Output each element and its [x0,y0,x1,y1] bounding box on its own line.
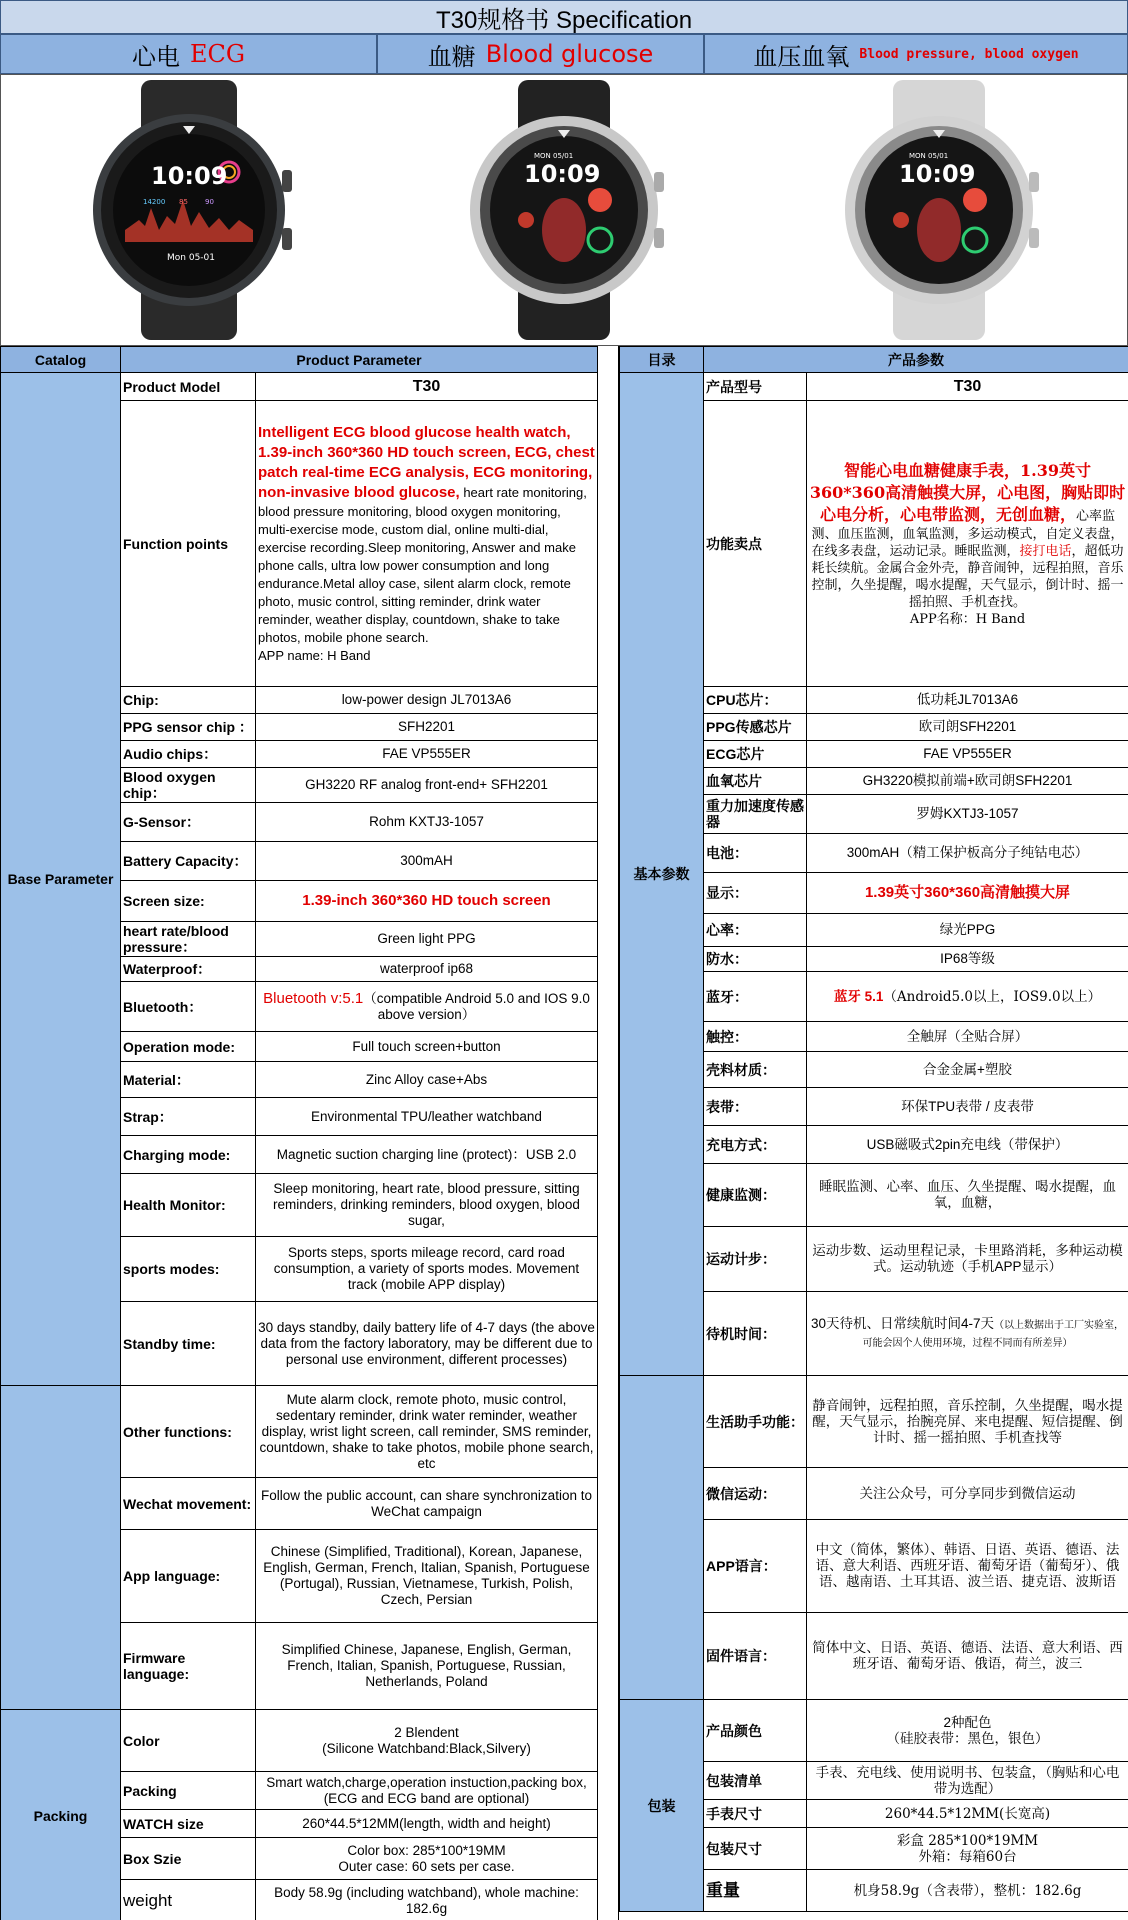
value-applang-cn: 中文（简体，繁体）、韩语、日语、英语、德语、法语、意大利语、西班牙语、葡萄牙语（葡萄牙）、俄语、越南语、土耳其语、波兰语、捷克语、波斯语 [807,1520,1128,1613]
label-standby-en: Standby time: [121,1302,256,1386]
feature-bp-oxygen-cn: 血压血氧 [753,42,850,71]
value-standby-en: 30 days standby, daily battery life of 4-7 days (the above data from the factory laboratory, may be different due to personal use environment, different processes) [256,1302,598,1386]
header-catalog-cn: 目录 [620,347,704,373]
function-rest2-cn: ，超低功耗长续航。金属合金外壳，静音闹钟，远程拍照，音乐控制，久坐提醒，喝水提醒，天气显示，倒计时、摇一摇拍照、手机查找。 [811,543,1124,610]
label-operation-en: Operation mode: [121,1032,256,1062]
feature-ecg-cn: 心电 [131,42,180,71]
value-screen-cn: 1.39英寸360*360高清触摸大屏 [807,873,1128,914]
label-function-en: Function points [121,401,256,687]
label-box-cn: 包装尺寸 [704,1828,807,1870]
value-other-en: Mute alarm clock, remote photo, music control, sedentary reminder, drink water reminder, weather display, wrist light screen, call reminder, SMS reminder, countdown, shake to take photos, mobile phone search, etc [256,1386,598,1478]
bluetooth-red-cn: 蓝牙 5.1 [833,988,884,1004]
function-red-en: Intelligent ECG blood glucose health watch, 1.39-inch 360*360 HD touch screen, ECG, chest patch real-time ECG analysis, ECG monitoring, non-invasive blood glucose, [258,423,595,501]
spec-table-cn [619,346,1128,1912]
label-audio-cn: ECG芯片 [704,741,807,768]
label-fwlang-cn: 固件语言： [704,1613,807,1700]
value-sports-cn: 运动步数、运动里程记录，卡里路消耗，多种运动模式。运动轨迹（手机APP显示） [807,1227,1128,1292]
value-health-cn: 睡眠监测、心率、血压、久坐提醒、喝水提醒，血氧，血糖， [807,1164,1128,1227]
table-gap [597,346,619,1920]
label-health-en: Health Monitor: [121,1174,256,1237]
label-bluetooth-cn: 蓝牙： [704,972,807,1022]
watch-ecg-time: 10:09 [150,162,228,190]
label-model-en: Product Model [121,373,256,401]
watch-image-bp [752,75,1127,345]
watch-bp-time: 10:09 [899,160,976,188]
value-operation-en: Full touch screen+button [256,1032,598,1062]
watch-bp-icon [829,80,1049,340]
label-sports-cn: 运动计步： [704,1227,807,1292]
standby-note-cn: （以上数据出于工厂实验室，可能会因个人使用环境，过程不同而有所差异） [862,1319,1125,1349]
value-box-en [256,1838,598,1880]
value-charging-cn: USB磁吸式2pin充电线（带保护） [807,1126,1128,1164]
color-line2-cn: （硅胶表带：黑色，银色） [886,1730,1049,1746]
value-sports-en: Sports steps, sports mileage record, card road consumption, a variety of sports modes. Movement track (mobile APP display) [256,1237,598,1302]
label-health-cn: 健康监测： [704,1164,807,1227]
category-spacer-en [1,1386,121,1710]
value-charging-en: Magnetic suction charging line (protect)：USB 2.0 [256,1136,598,1174]
watch-glucose-icon [454,80,674,340]
header-catalog-en: Catalog [1,347,121,373]
value-battery-cn: 300mAH（精工保护板高分子纯钴电芯） [807,834,1128,873]
value-model-en: T30 [256,373,598,401]
label-color-en: Color [121,1710,256,1772]
label-screen-cn: 显示： [704,873,807,914]
value-ppg-en: SFH2201 [256,714,598,741]
value-fwlang-en: Simplified Chinese, Japanese, English, German, French, Italian, Spanish, Portuguese, Russian, Netherlands, Poland [256,1623,598,1710]
value-weight-cn: 机身58.9g（含表带），整机：182.6g [807,1870,1128,1912]
feature-ecg [0,34,377,74]
watch-image-glucose [376,75,751,345]
watch-ecg-date: Mon 05-01 [166,253,215,263]
label-bluetooth-en: Bluetooth： [121,982,256,1032]
label-color-cn: 产品颜色 [704,1700,807,1762]
label-ppg-cn: PPG传感芯片 [704,714,807,741]
value-bluetooth-cn [807,972,1128,1022]
category-spacer-cn [620,1376,704,1700]
value-hr-cn: 绿光PPG [807,914,1128,947]
value-color-cn [807,1700,1128,1762]
value-health-en: Sleep monitoring, heart rate, blood pressure, sitting reminders, drinking reminders, blood oxygen, blood sugar, [256,1174,598,1237]
feature-bar [0,34,1128,74]
value-waterproof-en: waterproof ip68 [256,957,598,982]
value-chip-cn: 低功耗JL7013A6 [807,687,1128,714]
label-ppg-en: PPG sensor chip ： [121,714,256,741]
value-box-cn [807,1828,1128,1870]
label-size-cn: 手表尺寸 [704,1800,807,1828]
watch-bp-date: MON 05/01 [909,152,949,160]
color-line2-en: (Silicone Watchband:Black,Silvery) [322,1740,531,1756]
value-strap-en: Environmental TPU/leather watchband [256,1098,598,1136]
label-oxygen-en: Blood oxygen chip： [121,768,256,803]
label-waterproof-cn: 防水： [704,947,807,972]
label-wechat-cn: 微信运动： [704,1468,807,1520]
value-gsensor-cn: 罗姆KXTJ3-1057 [807,795,1128,834]
value-operation-cn: 全触屏（全贴合屏） [807,1022,1128,1052]
label-chip-cn: CPU芯片： [704,687,807,714]
label-hr-en: heart rate/blood pressure： [121,922,256,957]
label-material-en: Material： [121,1062,256,1098]
label-audio-en: Audio chips： [121,741,256,768]
watch-image-ecg [1,75,376,345]
value-weight-en: Body 58.9g (including watchband), whole machine: 182.6g [256,1880,598,1920]
box-line1-en: Color box: 285*100*19MM [347,1842,506,1858]
feature-bp-oxygen [704,34,1128,74]
value-strap-cn: 环保TPU表带 / 皮表带 [807,1088,1128,1126]
label-material-cn: 壳料材质： [704,1052,807,1088]
label-fwlang-en: Firmware language: [121,1623,256,1710]
label-operation-cn: 触控： [704,1022,807,1052]
value-wechat-cn: 关注公众号，可分享同步到微信运动 [807,1468,1128,1520]
bluetooth-rest-cn: （Android5.0以上，IOS9.0以上） [883,988,1102,1005]
value-color-en [256,1710,598,1772]
label-waterproof-en: Waterproof： [121,957,256,982]
value-waterproof-cn: IP68等级 [807,947,1128,972]
label-packing-en: Packing [121,1772,256,1810]
label-hr-cn: 心率： [704,914,807,947]
header-param-en: Product Parameter [121,347,598,373]
label-battery-cn: 电池： [704,834,807,873]
label-strap-en: Strap： [121,1098,256,1136]
feature-bp-oxygen-en: Blood pressure, blood oxygen [859,46,1079,62]
category-packing-cn: 包装 [620,1700,704,1912]
value-gsensor-en: Rohm KXTJ3-1057 [256,803,598,842]
value-packing-cn: 手表、充电线、使用说明书、包装盒，（胸贴和心电带为选配） [807,1762,1128,1800]
watch-glucose-time: 10:09 [523,160,601,188]
value-material-en: Zinc Alloy case+Abs [256,1062,598,1098]
value-material-cn: 合金金属+塑胶 [807,1052,1128,1088]
value-function-en [256,401,598,687]
label-charging-cn: 充电方式： [704,1126,807,1164]
page-title: T30规格书 Specification [0,0,1128,34]
function-red1-cn: 智能心电血糖健康手表，1.39英寸360*360高清触摸大屏，心电图，胸贴即时心电分析，心电带监测，无创血糖， [809,460,1126,524]
value-audio-en: FAE VP555ER [256,741,598,768]
category-base-cn: 基本参数 [620,373,704,1376]
value-function-cn [807,401,1128,687]
value-oxygen-cn: GH3220模拟前端+欧司朗SFH2201 [807,768,1128,795]
label-function-cn: 功能卖点 [704,401,807,687]
value-applang-en: Chinese (Simplified, Traditional), Korean, Japanese, English, German, French, Italian, Spanish, Portuguese (Portugal), Russian, Vietnamese, Turkish, Polish, Czech, Persian [256,1530,598,1623]
label-gsensor-cn: 重力加速度传感器 [704,795,807,834]
function-red2-cn: 接打电话 [1019,543,1072,559]
value-model-cn: T30 [807,373,1128,401]
value-screen-en: 1.39-inch 360*360 HD touch screen [256,881,598,922]
label-applang-cn: APP语言： [704,1520,807,1613]
value-audio-cn: FAE VP555ER [807,741,1128,768]
value-ppg-cn: 欧司朗SFH2201 [807,714,1128,741]
value-hr-en: Green light PPG [256,922,598,957]
function-rest1-cn: 心率监测、血压监测，血氧监测，多运动模式，自定义表盘，在线多表盘，运动记录。睡眠监测， [811,508,1124,559]
value-fwlang-cn: 简体中文、日语、英语、德语、法语、意大利语、西班牙语、葡萄牙语、俄语，荷兰，波三 [807,1613,1128,1700]
label-chip-en: Chip: [121,687,256,714]
label-other-en: Other functions: [121,1386,256,1478]
color-line1-en: 2 Blendent [394,1724,459,1740]
watch-glucose-date: MON 05/01 [533,152,574,160]
label-sports-en: sports modes: [121,1237,256,1302]
value-size-en: 260*44.5*12MM(length, width and height) [256,1810,598,1838]
category-base-en: Base Parameter [1,373,121,1386]
header-param-cn: 产品参数 [704,347,1128,373]
standby-main-cn: 30天待机、日常续航时间4-7天 [810,1315,995,1331]
value-size-cn: 260*44.5*12MM(长宽高) [807,1800,1128,1828]
label-box-en: Box Szie [121,1838,256,1880]
bluetooth-red-en: Bluetooth v:5.1 [263,989,364,1007]
label-strap-cn: 表带： [704,1088,807,1126]
value-chip-en: low-power design JL7013A6 [256,687,598,714]
value-standby-cn [807,1292,1128,1376]
feature-glucose [377,34,704,74]
feature-glucose-cn: 血糖 [427,42,476,71]
label-standby-cn: 待机时间： [704,1292,807,1376]
function-app-cn: APP名称：H Band [909,611,1026,627]
value-battery-en: 300mAH [256,842,598,881]
box-line2-cn: 外箱：每箱60台 [918,1848,1017,1865]
label-applang-en: App language: [121,1530,256,1623]
value-oxygen-en: GH3220 RF analog front-end+ SFH2201 [256,768,598,803]
bluetooth-rest-en: （compatible Android 5.0 and IOS 9.0 above version） [363,990,590,1022]
label-size-en: WATCH size [121,1810,256,1838]
box-line2-en: Outer case: 60 sets per case. [338,1858,515,1874]
watch-ecg-bpm: 85 [178,198,188,206]
value-packing-en: Smart watch,charge,operation instuction,packing box,(ECG and ECG band are optional) [256,1772,598,1810]
label-weight-cn: 重量 [704,1870,807,1912]
label-other-cn: 生活助手功能： [704,1376,807,1468]
value-wechat-en: Follow the public account, can share synchronization to WeChat campaign [256,1478,598,1530]
label-model-cn: 产品型号 [704,373,807,401]
feature-glucose-en: Blood glucose [485,40,654,68]
label-charging-en: Charging mode: [121,1136,256,1174]
function-rest-en: heart rate monitoring, blood pressure monitoring, blood oxygen monitoring, multi-exercise mode, custom dial, online multi-dial, exercise recording.Sleep monitoring, Answer and make phone calls, ultra low power consumption and long endurance.Metal alloy case, silent alarm clock, remote photo, music control, sitting reminder, drink water reminder, weather display, countdown, shake to take photos, mobile phone search. [258,484,587,645]
value-other-cn: 静音闹钟，远程拍照，音乐控制，久坐提醒，喝水提醒，天气显示，抬腕亮屏、来电提醒、短信提醒、倒计时、摇一摇拍照、手机查找等 [807,1376,1128,1468]
spec-table-en [0,346,598,1920]
label-packing-cn: 包装清单 [704,1762,807,1800]
function-app-en: APP name: H Band [258,647,371,663]
label-wechat-en: Wechat movement: [121,1478,256,1530]
watch-ecg-other: 90 [204,198,214,206]
label-weight-en: weight [121,1880,256,1920]
label-screen-en: Screen size: [121,881,256,922]
watch-ecg-steps: 14200 [142,198,165,206]
watch-ecg-icon [79,80,299,340]
feature-ecg-en: ECG [189,40,246,68]
box-line1-cn: 彩盒 285*100*19MM [896,1832,1039,1849]
category-packing-en: Packing [1,1710,121,1920]
value-bluetooth-en [256,982,598,1032]
color-line1-cn: 2种配色 [943,1714,992,1730]
label-oxygen-cn: 血氧芯片 [704,768,807,795]
label-battery-en: Battery Capacity： [121,842,256,881]
label-gsensor-en: G-Sensor： [121,803,256,842]
product-images [0,74,1128,346]
